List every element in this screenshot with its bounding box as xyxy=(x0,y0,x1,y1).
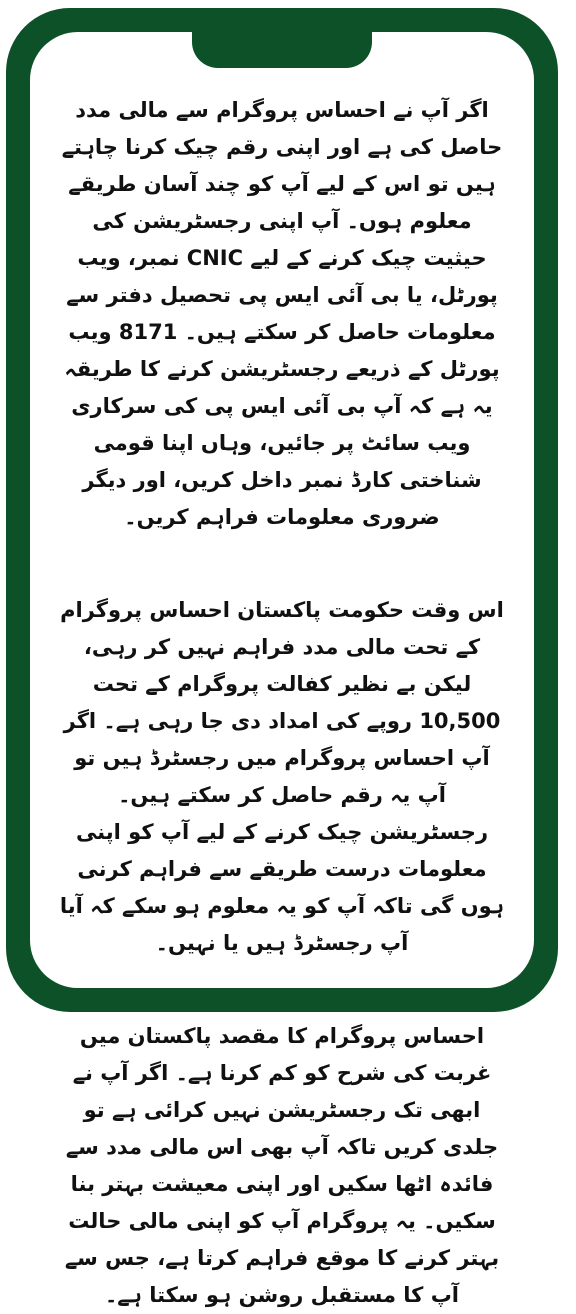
article-body xyxy=(58,92,506,1307)
phone-notch xyxy=(192,28,372,68)
phone-frame xyxy=(6,8,558,1307)
paragraph-registration-check: اگر آپ نے احساس پروگرام سے مالی مدد حاصل کی ہے اور اپنی رقم چیک کرنا چاہتے ہیں تو اس کے لیے آپ کو چند آسان طریقے معلوم ہوں۔ آپ اپنی رجسٹریشن کی حیثیت چیک کرنے کے لیے CNIC نمبر، ویب پورٹل، یا بی آئی ایس پی تحصیل دفتر سے معلومات حاصل کر سکتے ہیں۔ 8171 ویب پورٹل کے ذریعے رجسٹریشن کرنے کا طریقہ یہ ہے کہ آپ بی آئی ایس پی کی سرکاری ویب سائٹ پر جائیں، وہاں اپنا قومی شناختی کارڈ نمبر داخل کریں، اور دیگر ضروری معلومات فراہم کریں۔ xyxy=(61,98,503,529)
phone-screen xyxy=(30,32,534,1307)
paragraph-kafalat-amount: اس وقت حکومت پاکستان احساس پروگرام کے تحت مالی مدد فراہم نہیں کر رہی، لیکن بے نظیر کفالت پروگرام کے تحت 10,500 روپے کی امداد دی جا رہی ہے۔ اگر آپ احساس پروگرام میں رجسٹرڈ ہیں تو آپ یہ رقم حاصل کر سکتے ہیں۔ رجسٹریشن چیک کرنے کے لیے آپ کو اپنی معلومات درست طریقے سے فراہم کرنی ہوں گی تاکہ آپ کو یہ معلوم ہو سکے کہ آیا آپ رجسٹرڈ ہیں یا نہیں۔ xyxy=(59,598,505,955)
paragraph-program-purpose: احساس پروگرام کا مقصد پاکستان میں غربت کی شرح کو کم کرنا ہے۔ اگر آپ نے ابھی تک رجسٹریشن نہیں کرائی ہے تو جلدی کریں تاکہ آپ بھی اس مالی مدد سے فائدہ اٹھا سکیں اور اپنی معیشت بہتر بنا سکیں۔ یہ پروگرام آپ کو اپنی مالی حالت بہتر کرنے کا موقع فراہم کرتا ہے، جس سے آپ کا مستقبل روشن ہو سکتا ہے۔ xyxy=(64,1024,500,1307)
